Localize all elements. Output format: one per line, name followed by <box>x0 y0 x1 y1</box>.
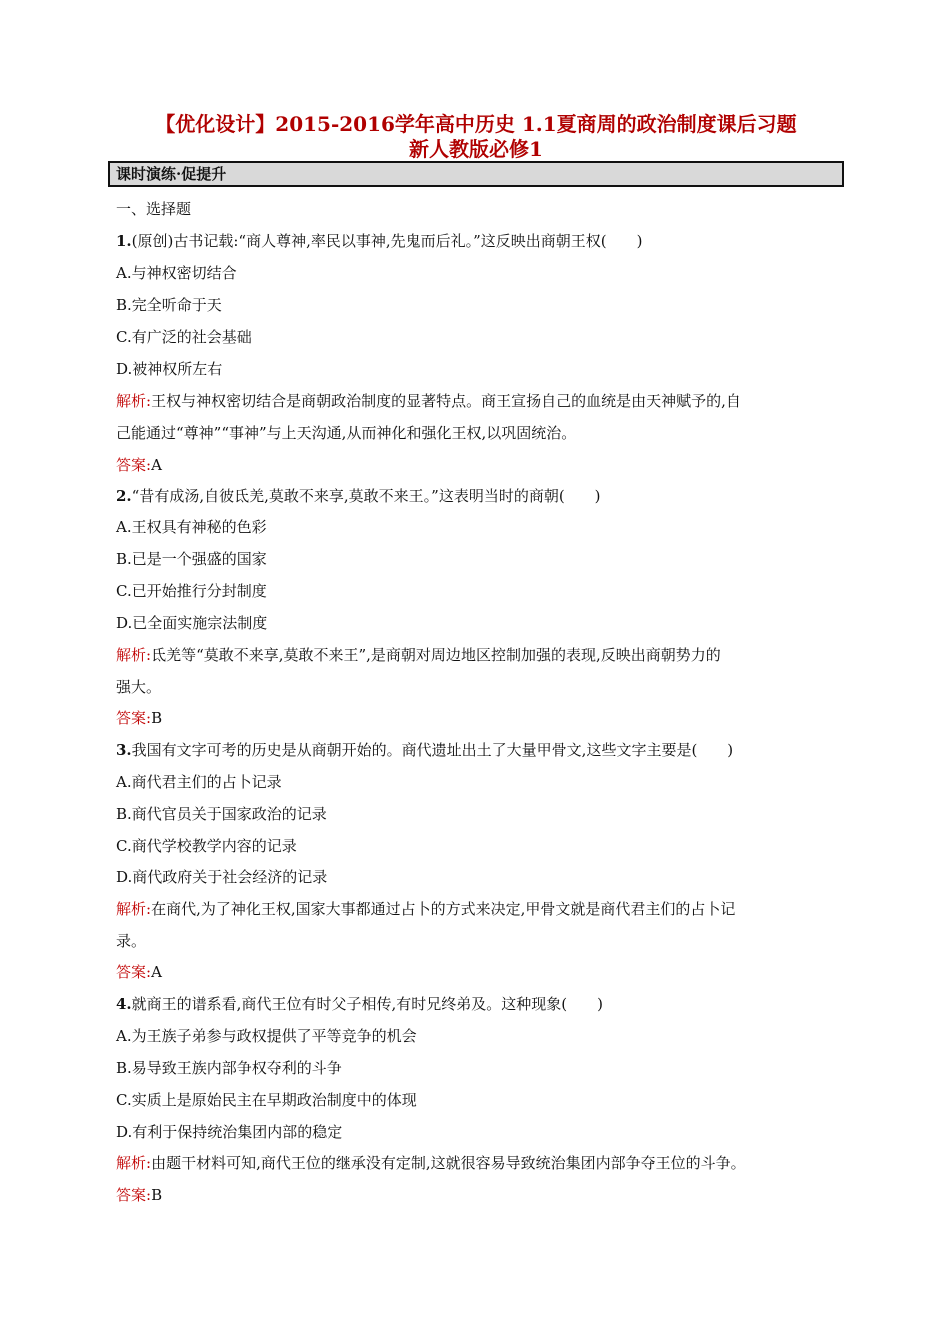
answer-option: A.与神权密切结合 <box>116 264 237 282</box>
answer-option: D.有利于保持统治集团内部的稳定 <box>116 1123 343 1141</box>
answer-option: C.实质上是原始民主在早期政治制度中的体现 <box>116 1091 417 1109</box>
question-stem <box>116 486 601 506</box>
answer-option: A.为王族子弟参与政权提供了平等竞争的机会 <box>116 1027 417 1045</box>
answer-label: 答案: <box>116 456 152 474</box>
document-title <box>108 112 844 162</box>
answer-option: B.易导致王族内部争权夺利的斗争 <box>116 1059 342 1077</box>
answer-value: A <box>151 963 162 981</box>
question-text: “昔有成汤,自彼氐羌,莫敢不来享,莫敢不来王。”这表明当时的商朝( ) <box>131 487 601 505</box>
banner-label: 课时演练·促提升 <box>116 165 227 183</box>
question-text: 我国有文字可考的历史是从商朝开始的。商代遗址出土了大量甲骨文,这些文字主要是( ) <box>131 741 734 759</box>
analysis-line <box>116 1153 746 1173</box>
section-banner <box>108 161 844 187</box>
analysis-label: 解析: <box>116 646 152 664</box>
answer-option: C.已开始推行分封制度 <box>116 582 267 600</box>
answer-value: B <box>151 709 163 727</box>
section-heading: 一、选择题 <box>116 200 192 218</box>
analysis-text: 王权与神权密切结合是商朝政治制度的显著特点。商王宣扬自己的血统是由天神赋予的,自 <box>151 392 741 410</box>
question-text: 就商王的谱系看,商代王位有时父子相传,有时兄终弟及。这种现象( ) <box>131 995 603 1013</box>
analysis-line: 己能通过“尊神”“事神”与上天沟通,从而神化和强化王权,以巩固统治。 <box>116 424 577 442</box>
answer-value: B <box>151 1186 163 1204</box>
answer-option: C.商代学校教学内容的记录 <box>116 837 297 855</box>
analysis-line: 录。 <box>116 932 147 950</box>
question-number: 3. <box>116 741 132 759</box>
question-number: 4. <box>116 995 132 1013</box>
analysis-text: 在商代,为了神化王权,国家大事都通过占卜的方式来决定,甲骨文就是商代君主们的占卜记 <box>151 900 736 918</box>
question-number: 2. <box>116 487 132 505</box>
question-stem <box>116 740 733 760</box>
answer-option: B.已是一个强盛的国家 <box>116 550 267 568</box>
question-stem <box>116 231 643 251</box>
question-stem <box>116 994 603 1014</box>
analysis-line <box>116 645 721 665</box>
analysis-label: 解析: <box>116 1154 152 1172</box>
answer-option: C.有广泛的社会基础 <box>116 328 252 346</box>
answer-option: D.商代政府关于社会经济的记录 <box>116 868 328 886</box>
question-text: (原创)古书记载:“商人尊神,率民以事神,先鬼而后礼。”这反映出商朝王权( ) <box>131 232 643 250</box>
answer-value: A <box>151 456 162 474</box>
answer-option: A.商代君主们的占卜记录 <box>116 773 282 791</box>
answer-line <box>116 962 162 982</box>
answer-option: A.王权具有神秘的色彩 <box>116 518 267 536</box>
analysis-line: 强大。 <box>116 678 162 696</box>
answer-line <box>116 708 162 728</box>
answer-label: 答案: <box>116 709 152 727</box>
analysis-text: 氐羌等“莫敢不来享,莫敢不来王”,是商朝对周边地区控制加强的表现,反映出商朝势力的 <box>151 646 721 664</box>
answer-label: 答案: <box>116 963 152 981</box>
analysis-label: 解析: <box>116 900 152 918</box>
question-number: 1. <box>116 232 132 250</box>
title-line-2: 新人教版必修1 <box>409 137 543 161</box>
answer-option: D.被神权所左右 <box>116 360 223 378</box>
analysis-line <box>116 899 735 919</box>
analysis-text: 由题干材料可知,商代王位的继承没有定制,这就很容易导致统治集团内部争夺王位的斗争。 <box>151 1154 746 1172</box>
answer-option: D.已全面实施宗法制度 <box>116 614 268 632</box>
title-line-1: 【优化设计】2015-2016学年高中历史 1.1夏商周的政治制度课后习题 <box>155 112 797 136</box>
analysis-line <box>116 391 741 411</box>
answer-label: 答案: <box>116 1186 152 1204</box>
answer-option: B.商代官员关于国家政治的记录 <box>116 805 327 823</box>
answer-line <box>116 455 162 475</box>
analysis-label: 解析: <box>116 392 152 410</box>
answer-line <box>116 1185 162 1205</box>
answer-option: B.完全听命于天 <box>116 296 222 314</box>
